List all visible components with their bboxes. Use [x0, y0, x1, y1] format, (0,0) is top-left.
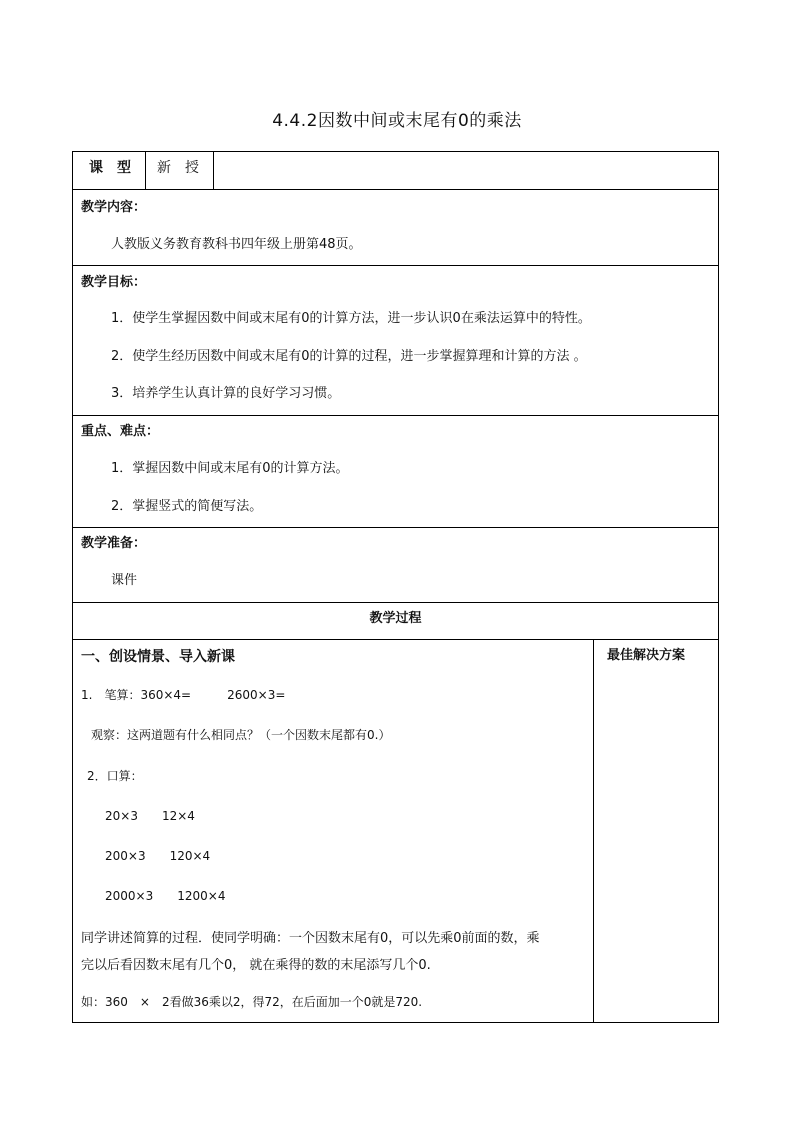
process-heading: 教学过程 — [369, 611, 422, 626]
objective-item: 1．使学生掌握因数中间或末尾有0的计算方法，进一步认识0在乘法运算中的特性。 — [111, 311, 591, 326]
objective-item: 3．培养学生认真计算的良好学习习惯。 — [111, 386, 341, 401]
row-divider — [73, 189, 718, 190]
oral-calc-row: 2000×3 1200×4 — [105, 889, 226, 903]
column-divider — [593, 639, 594, 1023]
preparation-heading: 教学准备： — [81, 536, 147, 551]
objective-item: 2．使学生经历因数中间或末尾有0的计算的过程，进一步掌握算理和计算的方法 。 — [111, 349, 587, 364]
section1-title: 一、创设情景、导入新课 — [81, 649, 235, 665]
row-divider — [73, 527, 718, 528]
column-divider — [213, 152, 214, 189]
best-solution-heading: 最佳解决方案 — [607, 648, 686, 663]
row-divider — [73, 265, 718, 266]
observe-text: 观察：这两道题有什么相同点？（一个因数末尾都有0.） — [91, 728, 391, 742]
example-text: 如：360 × 2看做36乘以2，得72，在后面加一个0就是720. — [81, 995, 423, 1009]
row-divider — [73, 639, 718, 640]
content-text: 人教版义务教育教科书四年级上册第48页。 — [111, 237, 362, 252]
row-divider — [73, 415, 718, 416]
written-calc: 1. 笔算：360×4= 2600×3= — [81, 688, 286, 702]
page-title: 4.4.2因数中间或末尾有0的乘法 — [272, 111, 522, 131]
column-divider — [145, 152, 146, 189]
oral-calc-row: 20×3 12×4 — [105, 809, 195, 823]
explain-line: 完以后看因数末尾有几个0， 就在乘得的数的末尾添写几个0. — [81, 958, 431, 973]
course-type-value: 新 授 — [157, 160, 199, 176]
content-heading: 教学内容： — [81, 200, 147, 215]
objectives-heading: 教学目标： — [81, 275, 147, 290]
row-divider — [73, 602, 718, 603]
oral-calc-label: 2．口算： — [87, 769, 143, 783]
oral-calc-row: 200×3 120×4 — [105, 849, 211, 863]
key-point-item: 2．掌握竖式的简便写法。 — [111, 499, 263, 514]
course-type-label: 课 型 — [89, 160, 131, 176]
lesson-plan-table — [72, 151, 719, 1023]
key-point-item: 1．掌握因数中间或末尾有0的计算方法。 — [111, 461, 349, 476]
preparation-text: 课件 — [111, 573, 138, 588]
explain-line: 同学讲述简算的过程．使同学明确：一个因数末尾有0，可以先乘0前面的数，乘 — [81, 931, 540, 946]
key-points-heading: 重点、难点： — [81, 424, 160, 439]
